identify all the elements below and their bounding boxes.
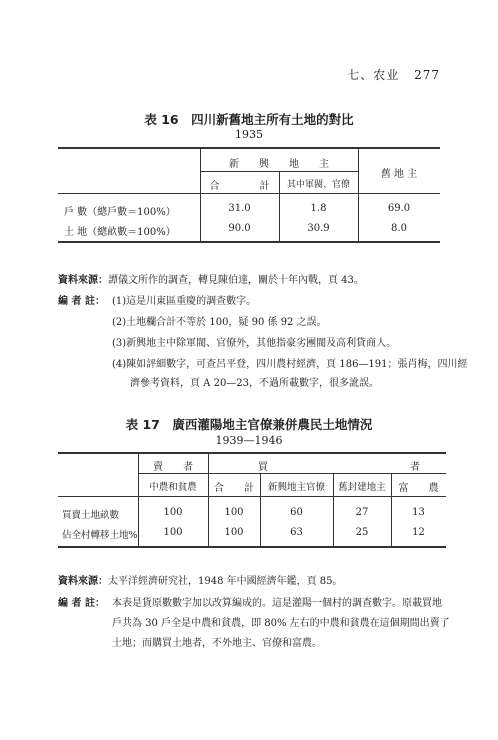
table17-subheader-total: 合 計 xyxy=(214,483,254,494)
table17-row-share-value: 63 xyxy=(290,527,303,538)
table16-note-item: (1)這是川東區重慶的調查數字。 xyxy=(112,296,257,307)
table17-header-buyers: 買 xyxy=(258,462,268,473)
table17-row-share-value: 12 xyxy=(412,527,425,538)
table16-row-households-military: 1.8 xyxy=(310,203,327,214)
table16-row-households-label: 戶 數（總戶數＝100%） xyxy=(64,207,176,218)
table16-header-military: 其中軍閥、官僚 xyxy=(286,180,350,190)
table17-row-area-value: 100 xyxy=(163,507,183,518)
page-number: 277 xyxy=(414,68,440,82)
table16-row-land-old: 8.0 xyxy=(391,223,407,234)
source-text: 譚儀文所作的調查，轉見陳伯達，關於十年內戰，頁 43。 xyxy=(108,275,364,286)
table17-year: 1939—1946 xyxy=(215,434,283,447)
table16-header-total: 合 計 xyxy=(209,181,270,192)
table17-editor-note-label: 編 者 註： xyxy=(58,598,105,609)
table17-row-share-label: 佔全村轉移土地% xyxy=(62,530,138,541)
table16-header-new-landlords: 新 興 地 主 xyxy=(229,159,329,170)
table17-header-sellers: 賣 者 xyxy=(153,462,193,473)
running-header xyxy=(347,66,440,83)
table16-note-item: (4)陳如評細數字，可查呂平登，四川農村經濟，頁 186—191；張肖梅，四川經 xyxy=(112,359,468,370)
table16-row-land-label: 土 地（總畝數＝100%） xyxy=(64,227,176,238)
table16-row-households-total: 31.0 xyxy=(228,203,251,214)
table17-note-line: 土地；而購買土地者，不外地主、官僚和富農。 xyxy=(112,638,322,649)
table17-title: 表 17 廣西灌陽地主官僚兼併農民土地情況 xyxy=(125,417,373,432)
table16-note-item: (3)新興地主中除軍閥、官僚外，其他指豪劣團閥及高利貸商人。 xyxy=(112,338,397,349)
table17-subheader-middle-poor: 中農和貧農 xyxy=(149,482,197,493)
table17-row-area-value: 27 xyxy=(355,507,369,518)
table17-subheader-old-landlords: 舊封建地主 xyxy=(338,482,386,493)
table16-row-land-total: 90.0 xyxy=(228,223,251,234)
table16-row-households-old: 69.0 xyxy=(387,203,411,214)
source-label: 資料來源： xyxy=(58,576,108,587)
table17-row-area-label: 買賣土地畝數 xyxy=(62,510,120,521)
table16-header-old-landlords: 舊 地 主 xyxy=(380,169,418,180)
table17-row-share-value: 100 xyxy=(163,527,183,538)
table16-source xyxy=(58,271,364,286)
table17-row-share-value: 100 xyxy=(224,527,244,538)
table17-row-area-value: 60 xyxy=(290,507,303,518)
table17-note-line: 本表是貨原數數字加以改算編成的。這是灌陽一個村的調查數字。原載買地 xyxy=(112,598,442,609)
source-label: 資料來源： xyxy=(58,275,108,286)
table16-title: 表 16 四川新舊地主所有土地的對比 xyxy=(144,112,354,127)
table17-subheader-new-landlords: 新興地主官僚 xyxy=(267,482,325,493)
table17-note-line: 戶共為 30 戶全是中農和貧農，即 80% 左右的中農和貧農在這個期間出賣了 xyxy=(112,618,450,629)
table17-row-area-value: 100 xyxy=(224,507,244,518)
table16-year: 1935 xyxy=(235,128,263,141)
table17-source xyxy=(58,572,343,587)
table17-row-share-value: 25 xyxy=(355,527,369,538)
source-text: 太平洋經濟研究社，1948 年中國經濟年鑑，頁 85。 xyxy=(108,576,343,587)
table16-note-item: 濟參考資料，頁 A 20—23，不過所載數字，很多訛誤。 xyxy=(130,378,380,389)
table16-note-item: (2)土地欄合計不等於 100，疑 90 係 92 之誤。 xyxy=(112,317,327,328)
table17-header-buyers-suffix: 者 xyxy=(410,462,420,473)
chapter-label: 七、农业 xyxy=(347,68,400,82)
table16-row-land-military: 30.9 xyxy=(307,223,330,234)
table16-editor-note-label: 編 者 註： xyxy=(58,296,105,307)
table17-row-area-value: 13 xyxy=(412,507,425,518)
table17-subheader-rich-peasants: 富 農 xyxy=(398,483,439,494)
